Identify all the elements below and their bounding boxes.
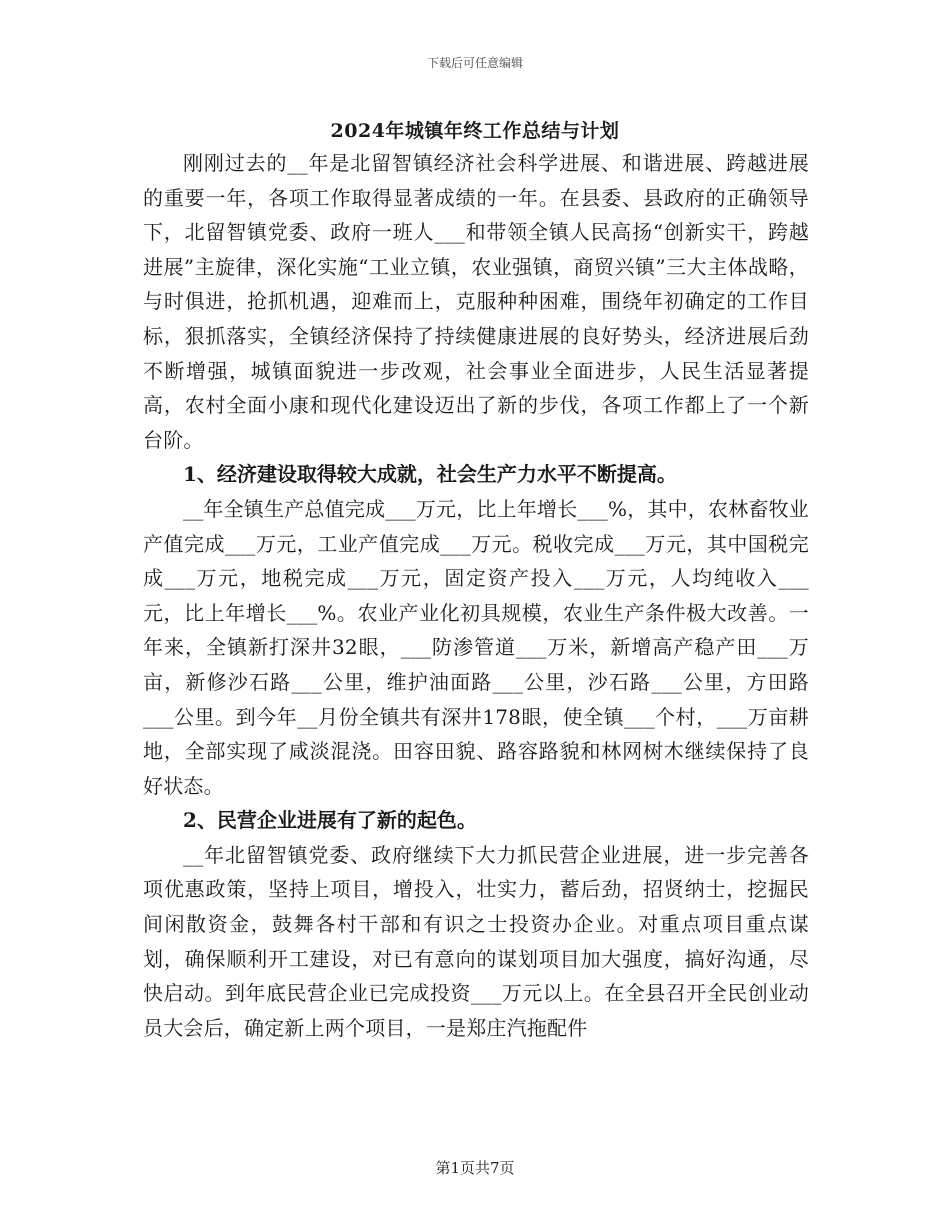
- document-body: [143, 146, 809, 1045]
- section-2-heading: 2、民营企业进展有了新的起色。: [183, 808, 477, 833]
- section-1-paragraph: __年全镇生产总值完成___万元，比上年增长___%，其中，农林畜牧业产值完成___万元，工业产值完成___万元。税收完成___万元，其中国税完成___万元，地税完成___万元，固定资产投入___万元，人均纯收入___元，比上年增长___%。农业产业化初具规模，农业生产条件极大改善。一年来，全镇新打深井32眼，___防渗管道___万米，新增高产稳产田___万亩，新修沙石路___公里，维护油面路___公里，沙石路___公里，方田路___公里。到今年__月份全镇共有深井178眼，使全镇___个村，___万亩耕地，全部实现了咸淡混浇。田容田貌、路容路貌和林网树木继续保持了良好状态。: [143, 496, 810, 798]
- document-title: 2024年城镇年终工作总结与计划: [330, 120, 620, 142]
- page-number-footer: 第1页共7页: [435, 1159, 515, 1177]
- intro-paragraph: 刚刚过去的__年是北留智镇经济社会科学进展、和谐进展、跨越进展的重要一年，各项工作取得显著成绩的一年。在县委、县政府的正确领导下，北留智镇党委、政府一班人___和带领全镇人民高扬“创新实干，跨越进展”主旋律，深化实施“工业立镇，农业强镇，商贸兴镇”三大主体战略，与时俱进，抢抓机遇，迎难而上，克服种种困难，围绕年初确定的工作目标，狠抓落实，全镇经济保持了持续健康进展的良好势头，经济进展后劲不断增强，城镇面貌进一步改观，社会事业全面进步，人民生活显著提高，农村全面小康和现代化建设迈出了新的步伐，各项工作都上了一个新台阶。: [143, 151, 809, 452]
- section-1-heading: 1、经济建设取得较大成就，社会生产力水平不断提高。: [183, 462, 677, 487]
- page-header-note: 下载后可任意编辑: [426, 56, 523, 70]
- section-2-paragraph: __年北留智镇党委、政府继续下大力抓民营企业进展，进一步完善各项优惠政策，坚持上项目，增投入，壮实力，蓄后劲，招贤纳士，挖掘民间闲散资金，鼓舞各村干部和有识之士投资办企业。对重点项目重点谋划，确保顺利开工建设，对已有意向的谋划项目加大强度，搞好沟通，尽快启动。到年底民营企业已完成投资___万元以上。在全县召开全民创业动员大会后，确定新上两个项目，一是郑庄汽拖配件: [143, 842, 809, 1040]
